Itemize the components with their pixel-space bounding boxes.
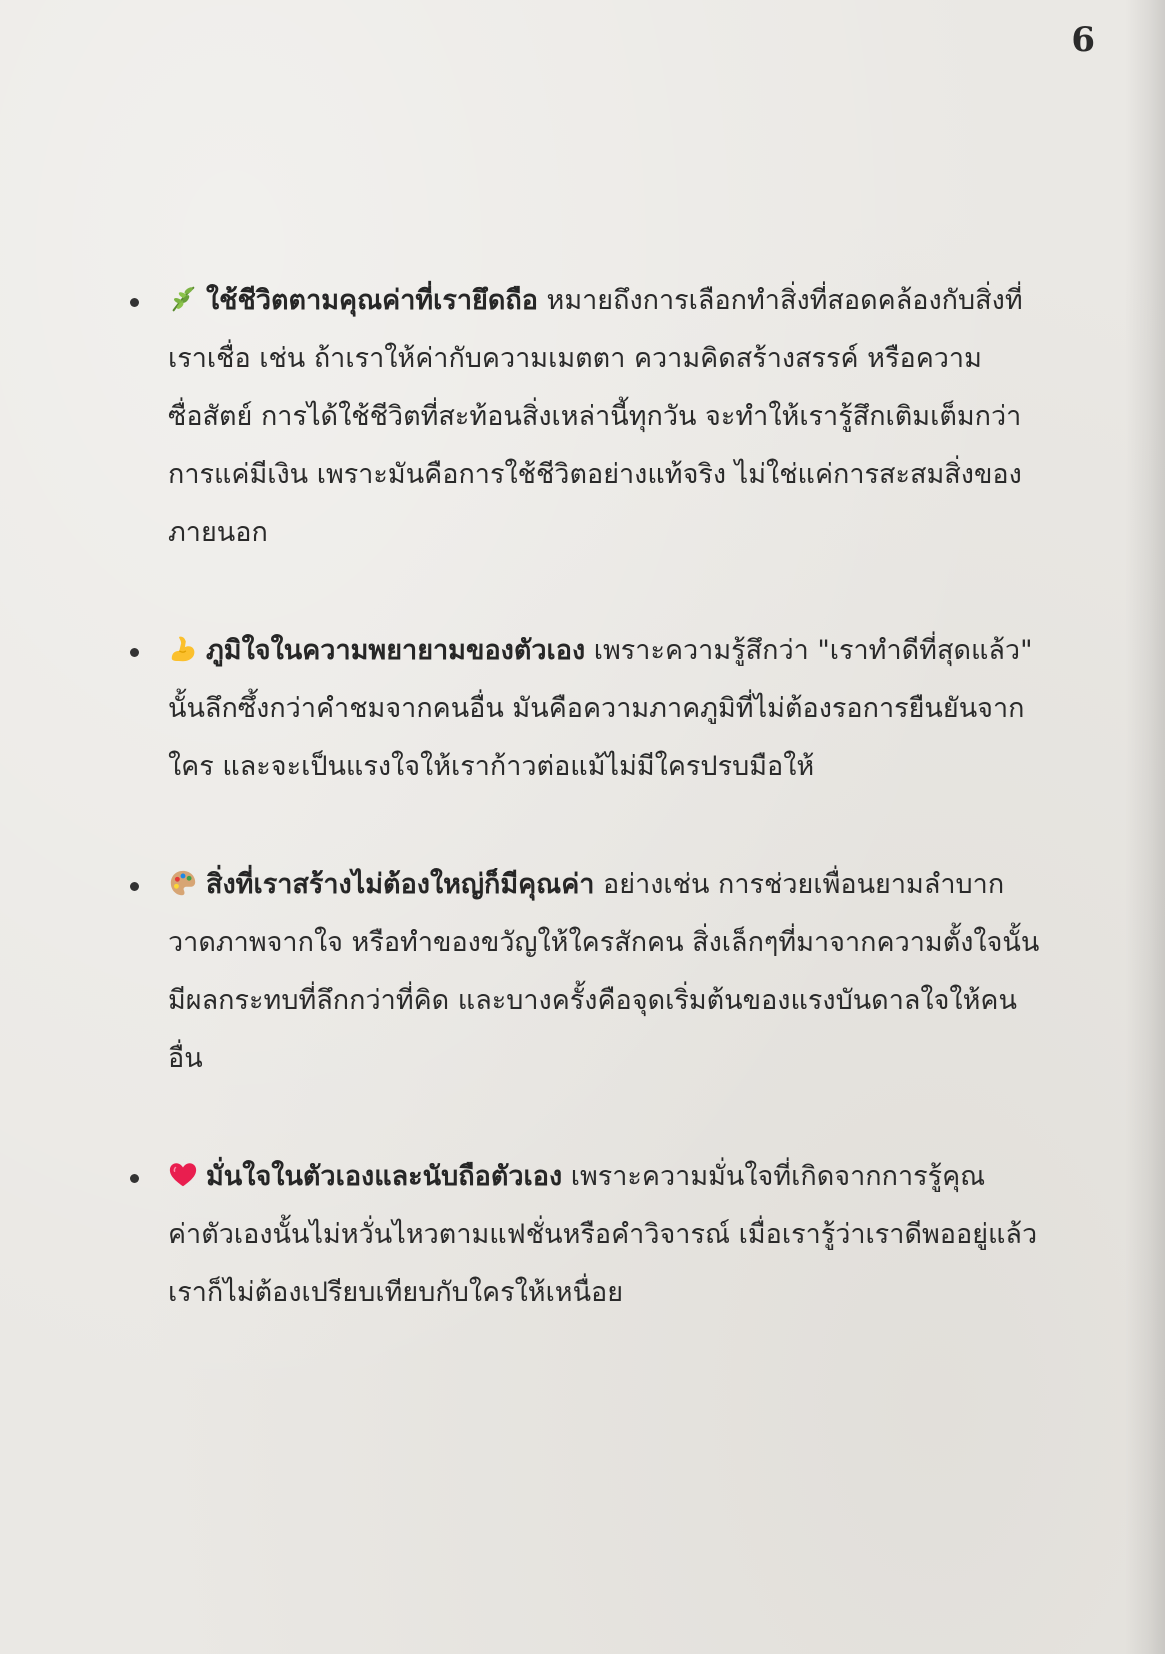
page-number: 6	[1071, 20, 1095, 60]
page-edge-shadow	[1125, 0, 1165, 1654]
bullet-list	[130, 272, 1050, 1382]
item-heading: ใช้ชีวิตตามคุณค่าที่เรายึดถือ	[206, 285, 538, 316]
item-body: หมายถึงการเลือกทำสิ่งที่สอดคล้องกับสิ่งที่เราเชื่อ เช่น ถ้าเราให้ค่ากับความเมตตา ความคิดสร้างสรรค์ หรือความซื่อสัตย์ การได้ใช้ชีวิตที่สะท้อนสิ่งเหล่านี้ทุกวัน จะทำให้เรารู้สึกเติมเต็มกว่าการแค่มีเงิน เพราะมันคือการใช้ชีวิตอย่างแท้จริง ไม่ใช่แค่การสะสมสิ่งของภายนอก	[168, 285, 1023, 548]
bullet-dot	[130, 298, 139, 307]
artist-palette-icon	[168, 868, 198, 898]
item-heading: ภูมิใจในความพยายามของตัวเอง	[206, 635, 586, 666]
flexed-biceps-icon	[168, 634, 198, 664]
item-heading: สิ่งที่เราสร้างไม่ต้องใหญ่ก็มีคุณค่า	[206, 869, 595, 900]
bullet-dot	[130, 648, 139, 657]
herb-icon	[168, 284, 198, 314]
item-body: เพราะความมั่นใจที่เกิดจากการรู้คุณค่าตัวเองนั้นไม่หวั่นไหวตามแฟชั่นหรือคำวิจารณ์ เมื่อเรารู้ว่าเราดีพออยู่แล้ว เราก็ไม่ต้องเปรียบเทียบกับใครให้เหนื่อย	[168, 1161, 1038, 1308]
item-heading: มั่นใจในตัวเองและนับถือตัวเอง	[206, 1161, 563, 1192]
list-item	[130, 272, 1050, 562]
list-item	[130, 856, 1050, 1088]
bullet-dot	[130, 882, 139, 891]
bullet-dot	[130, 1174, 139, 1183]
list-item	[130, 622, 1050, 796]
item-body: อย่างเช่น การช่วยเพื่อนยามลำบาก วาดภาพจากใจ หรือทำของขวัญให้ใครสักคน สิ่งเล็กๆที่มาจากความตั้งใจนั้นมีผลกระทบที่ลึกกว่าที่คิด และบางครั้งคือจุดเริ่มต้นของแรงบันดาลใจให้คนอื่น	[168, 869, 1040, 1074]
item-body: เพราะความรู้สึกว่า "เราทำดีที่สุดแล้ว" นั้นลึกซึ้งกว่าคำชมจากคนอื่น มันคือความภาคภูมิที่ไม่ต้องรอการยืนยันจากใคร และจะเป็นแรงใจให้เราก้าวต่อแม้ไม่มีใครปรบมือให้	[168, 635, 1033, 782]
list-item	[130, 1148, 1050, 1322]
heart-icon	[168, 1160, 198, 1190]
